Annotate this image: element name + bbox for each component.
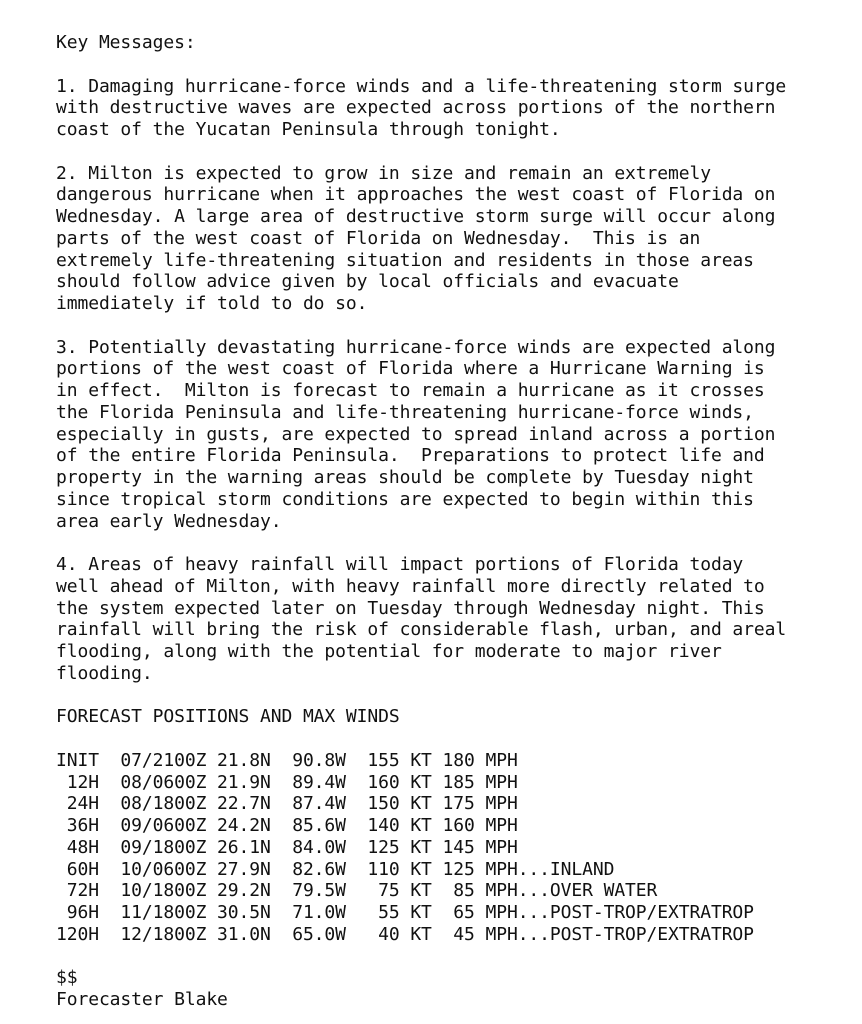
key-message-line: well ahead of Milton, with heavy rainfall more directly related to: [56, 575, 765, 597]
key-message-3: [56, 337, 846, 533]
forecast-table: [56, 750, 846, 946]
blank-line: [56, 315, 846, 337]
key-message-line: 4. Areas of heavy rainfall will impact portions of Florida today: [56, 554, 744, 575]
key-message-line: parts of the west coast of Florida on Wednesday. This is an: [56, 227, 701, 249]
key-message-line: should follow advice given by local officials and evacuate: [56, 271, 679, 293]
key-messages-heading: Key Messages:: [56, 32, 196, 53]
forecaster-signature: Forecaster Blake: [56, 989, 228, 1010]
key-message-line: of the entire Florida Peninsula. Preparations to protect life and: [56, 445, 765, 467]
key-message-line: since tropical storm conditions are expected to begin within this: [56, 488, 754, 510]
forecast-heading: FORECAST POSITIONS AND MAX WINDS: [56, 706, 400, 728]
key-message-line: area early Wednesday.: [56, 510, 282, 532]
key-message-4: [56, 554, 846, 685]
key-message-2: [56, 163, 846, 315]
key-message-line: flooding.: [56, 662, 153, 684]
forecast-row: 12H 08/0600Z 21.9N 89.4W 160 KT 185 MPH: [56, 771, 518, 793]
forecast-row: INIT 07/2100Z 21.8N 90.8W 155 KT 180 MPH: [56, 749, 518, 771]
blank-line: [56, 141, 846, 163]
blank-line: [56, 946, 846, 968]
forecast-row: 48H 09/1800Z 26.1N 84.0W 125 KT 145 MPH: [56, 836, 518, 858]
advisory-text-document: [56, 32, 846, 1011]
terminator-mark: $$: [56, 967, 78, 989]
forecast-row: 24H 08/1800Z 22.7N 87.4W 150 KT 175 MPH: [56, 793, 518, 815]
key-message-line: the system expected later on Tuesday through Wednesday night. This: [56, 597, 765, 619]
key-message-line: immediately if told to do so.: [56, 293, 368, 314]
blank-line: [56, 685, 846, 707]
forecast-row: 120H 12/1800Z 31.0N 65.0W 40 KT 45 MPH...POST-TROP/EXTRATROP: [56, 923, 754, 945]
key-message-line: flooding, along with the potential for moderate to major river: [56, 641, 722, 662]
blank-line: [56, 728, 846, 750]
key-message-line: property in the warning areas should be complete by Tuesday night: [56, 467, 754, 488]
key-message-line: in effect. Milton is forecast to remain a hurricane as it crosses: [56, 380, 765, 401]
forecast-row: 96H 11/1800Z 30.5N 71.0W 55 KT 65 MPH...POST-TROP/EXTRATROP: [56, 902, 754, 923]
key-message-line: portions of the west coast of Florida where a Hurricane Warning is: [56, 358, 765, 380]
key-message-line: with destructive waves are expected across portions of the northern: [56, 97, 776, 119]
forecast-row: 60H 10/0600Z 27.9N 82.6W 110 KT 125 MPH...INLAND: [56, 858, 615, 880]
key-message-line: Wednesday. A large area of destructive storm surge will occur along: [56, 206, 776, 227]
key-message-line: coast of the Yucatan Peninsula through tonight.: [56, 119, 561, 140]
key-message-line: dangerous hurricane when it approaches the west coast of Florida on: [56, 184, 776, 206]
key-message-line: rainfall will bring the risk of considerable flash, urban, and areal: [56, 619, 787, 641]
key-message-line: especially in gusts, are expected to spread inland across a portion: [56, 423, 776, 445]
forecast-row: 36H 09/0600Z 24.2N 85.6W 140 KT 160 MPH: [56, 815, 518, 836]
key-message-line: extremely life-threatening situation and residents in those areas: [56, 249, 754, 271]
key-message-line: 1. Damaging hurricane-force winds and a life-threatening storm surge: [56, 75, 787, 97]
blank-line: [56, 54, 846, 76]
key-message-line: 3. Potentially devastating hurricane-force winds are expected along: [56, 336, 776, 358]
forecast-row: 72H 10/1800Z 29.2N 79.5W 75 KT 85 MPH...OVER WATER: [56, 880, 658, 902]
blank-line: [56, 532, 846, 554]
key-message-line: 2. Milton is expected to grow in size and remain an extremely: [56, 162, 711, 184]
key-message-1: [56, 76, 846, 141]
key-message-line: the Florida Peninsula and life-threatening hurricane-force winds,: [56, 401, 754, 423]
